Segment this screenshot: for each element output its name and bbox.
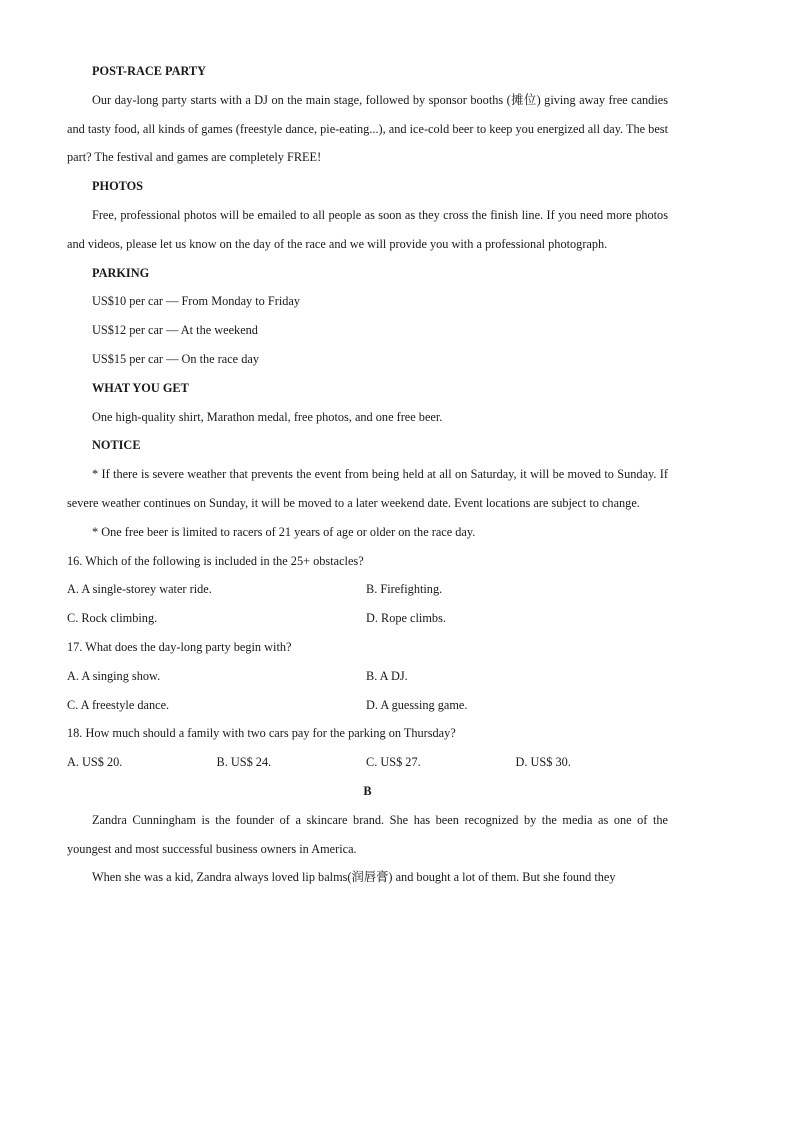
what-you-get-heading: WHAT YOU GET — [92, 380, 189, 395]
question-16-option-d: D. Rope climbs. — [366, 611, 446, 626]
parking-rate-weekend: US$12 per car — At the weekend — [92, 323, 258, 338]
question-18-options-row — [67, 748, 668, 777]
notice-weather: * If there is severe weather that prevents the event from being held at all on Saturday, it will be moved to Sunday. If severe weather continues on Sunday, it will be moved to a later weekend date. Event locations are subject to change. — [67, 467, 668, 510]
question-17-option-b: B. A DJ. — [366, 668, 408, 683]
notice-beer: * One free beer is limited to racers of 21 years of age or older on the race day. — [92, 524, 476, 539]
question-16-options-row-1 — [67, 575, 668, 604]
section-b-heading: B — [363, 783, 372, 798]
question-17-stem: 17. What does the day-long party begin with? — [67, 639, 292, 654]
section-b-paragraph-1: Zandra Cunningham is the founder of a skincare brand. She has been recognized by the media as one of the youngest and most successful business owners in America. — [67, 812, 668, 856]
post-race-party-body: Our day-long party starts with a DJ on the main stage, followed by sponsor booths (摊位) giving away free candies and tasty food, all kinds of games (freestyle dance, pie-eating...), and ice-cold beer to keep you energized all day. The best part? The festival and games are completely FREE! — [67, 92, 668, 165]
document-content — [67, 57, 668, 892]
question-17-option-c: C. A freestyle dance. — [67, 697, 170, 712]
what-you-get-body: One high-quality shirt, Marathon medal, free photos, and one free beer. — [92, 409, 443, 424]
question-16-option-c: C. Rock climbing. — [67, 611, 158, 626]
post-race-party-heading: POST-RACE PARTY — [92, 64, 207, 78]
question-18-option-b: B. US$ 24. — [216, 755, 272, 770]
parking-heading: PARKING — [92, 265, 150, 280]
question-17-option-d: D. A guessing game. — [366, 697, 468, 712]
notice-heading: NOTICE — [92, 438, 141, 453]
question-18-stem: 18. How much should a family with two cars pay for the parking on Thursday? — [67, 726, 456, 741]
parking-rate-weekday: US$10 per car — From Monday to Friday — [92, 294, 300, 309]
question-16-option-a: A. A single-storey water ride. — [67, 582, 212, 597]
question-16-options-row-2 — [67, 604, 668, 633]
parking-rate-race-day: US$15 per car — On the race day — [92, 351, 259, 366]
question-18-option-c: C. US$ 27. — [366, 755, 421, 770]
question-18-option-a: A. US$ 20. — [67, 755, 123, 770]
section-b-paragraph-2: When she was a kid, Zandra always loved lip balms(润唇膏) and bought a lot of them. But she found they — [92, 870, 616, 885]
photos-body: Free, professional photos will be emailed to all people as soon as they cross the finish line. If you need more photos and videos, please let us know on the day of the race and we will provide you with a professional photograph. — [67, 207, 668, 251]
question-16-option-b: B. Firefighting. — [366, 582, 443, 597]
question-17-option-a: A. A singing show. — [67, 668, 161, 683]
question-17-options-row-2 — [67, 691, 668, 720]
photos-heading: PHOTOS — [92, 179, 144, 194]
question-18-option-d: D. US$ 30. — [515, 755, 571, 770]
question-16-stem: 16. Which of the following is included in the 25+ obstacles? — [67, 553, 364, 568]
question-17-options-row-1 — [67, 662, 668, 691]
